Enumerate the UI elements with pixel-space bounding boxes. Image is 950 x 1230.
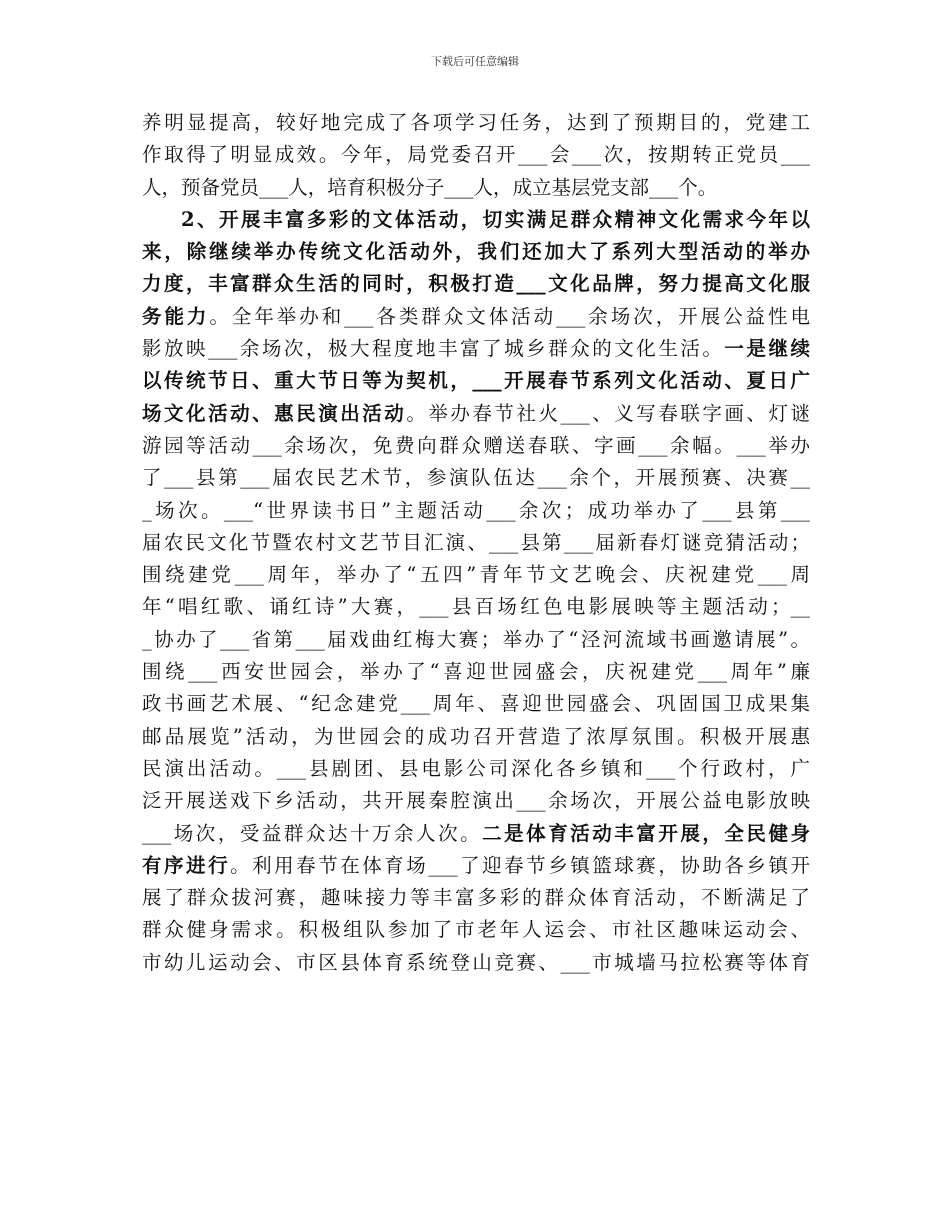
text-segment: 。举办春节社火___、义写春联字画、灯谜 (406, 401, 810, 425)
text-segment: ___场次，受益群众达十万余人次。 (142, 821, 483, 845)
text-line (142, 624, 810, 656)
text-line (142, 850, 810, 882)
text-segment: 影放映___余场次，极大程度地丰富了城乡群众的文化生活。 (142, 337, 725, 361)
text-segment: 群众健身需求。积极组队参加了市老年人运会、市社区趣味运动会、 (142, 918, 810, 942)
text-line (142, 268, 810, 300)
text-line (142, 914, 810, 946)
bold-text-segment: 场文化活动、惠民演出活动 (142, 401, 407, 425)
bold-text-segment: 务能力 (142, 304, 210, 328)
text-line (142, 721, 810, 753)
text-line (142, 236, 810, 268)
text-segment: 围绕建党___周年，举办了“五四”青年节文艺晚会、庆祝建党___周 (142, 563, 810, 587)
text-line (142, 947, 810, 979)
text-segment: 年“唱红歌、诵红诗”大赛，___县百场红色电影展映等主题活动；__ (142, 595, 810, 619)
text-segment: 邮品展览”活动，为世园会的成功召开营造了浓厚氛围。积极开展惠 (142, 724, 810, 748)
text-line (142, 559, 810, 591)
text-segment: _场次。___“世界读书日”主题活动___余次；成功举办了___县第___ (142, 498, 810, 522)
text-segment: 游园等活动___余场次，免费向群众赠送春联、字画___余幅。___举办 (142, 433, 810, 457)
text-segment: _协办了___省第___届戏曲红梅大赛；举办了“泾河流域书画邀请展”。 (142, 627, 810, 651)
text-segment: 人，预备党员___人，培育积极分子___人，成立基层党支部___个。 (142, 175, 718, 199)
text-line (142, 882, 810, 914)
text-line (142, 527, 810, 559)
text-line (142, 753, 810, 785)
bold-text-segment: 有序进行 (142, 853, 231, 877)
text-line (142, 333, 810, 365)
document-body (142, 107, 810, 979)
text-line (142, 365, 810, 397)
text-line (142, 785, 810, 817)
bold-text-segment: 2、开展丰富多彩的文体活动，切实满足群众精神文化需求今年以 (181, 207, 810, 231)
bold-text-segment: 来，除继续举办传统文化活动外，我们还加大了系列大型活动的举办 (142, 240, 810, 264)
text-line (142, 462, 810, 494)
text-segment: 市幼儿运动会、市区县体育系统登山竞赛、___市城墙马拉松赛等体育 (142, 950, 810, 974)
text-line (142, 656, 810, 688)
text-segment: 。全年举办和___各类群众文体活动___余场次，开展公益性电 (209, 304, 810, 328)
text-segment: 展了群众拔河赛，趣味接力等丰富多彩的群众体育活动，不断满足了 (142, 886, 810, 910)
text-line (142, 688, 810, 720)
bold-text-segment: 以传统节日、重大节日等为契机，___开展春节系列文化活动、夏日广 (142, 369, 810, 393)
text-line (142, 172, 810, 204)
text-segment: 了___县第___届农民艺术节，参演队伍达___余个，开展预赛、决赛__ (142, 466, 810, 490)
bold-text-segment: 二是体育活动丰富开展，全民健身 (482, 821, 810, 845)
page-header: 下载后可任意编辑 (431, 55, 519, 68)
text-segment: 。利用春节在体育场___了迎春节乡镇篮球赛，协助各乡镇开 (230, 853, 810, 877)
text-segment: 泛开展送戏下乡活动，共开展秦腔演出___余场次，开展公益电影放映 (142, 789, 810, 813)
text-line (142, 398, 810, 430)
text-line (142, 591, 810, 623)
bold-text-segment: 一是继续 (724, 337, 810, 361)
text-line (142, 139, 810, 171)
text-segment: 届农民文化节暨农村文艺节目汇演、___县第___届新春灯谜竞猜活动； (142, 530, 810, 554)
text-line (142, 818, 810, 850)
text-line (142, 107, 810, 139)
text-segment: 政书画艺术展、“纪念建党___周年、喜迎世园盛会、巩固国卫成果集 (142, 692, 810, 716)
bold-text-segment: 力度，丰富群众生活的同时，积极打造___文化品牌，努力提高文化服 (142, 272, 810, 296)
text-line (142, 301, 810, 333)
text-segment: 作取得了明显成效。今年，局党委召开___会___次，按期转正党员___ (142, 143, 810, 167)
text-segment: 养明显提高，较好地完成了各项学习任务，达到了预期目的，党建工 (142, 111, 810, 134)
text-segment: 围绕___西安世园会，举办了“喜迎世园盛会，庆祝建党___周年”廉 (142, 660, 810, 684)
text-line (142, 430, 810, 462)
text-line (142, 495, 810, 527)
text-line (142, 204, 810, 236)
text-segment: 民演出活动。___县剧团、县电影公司深化各乡镇和___个行政村，广 (142, 756, 810, 780)
